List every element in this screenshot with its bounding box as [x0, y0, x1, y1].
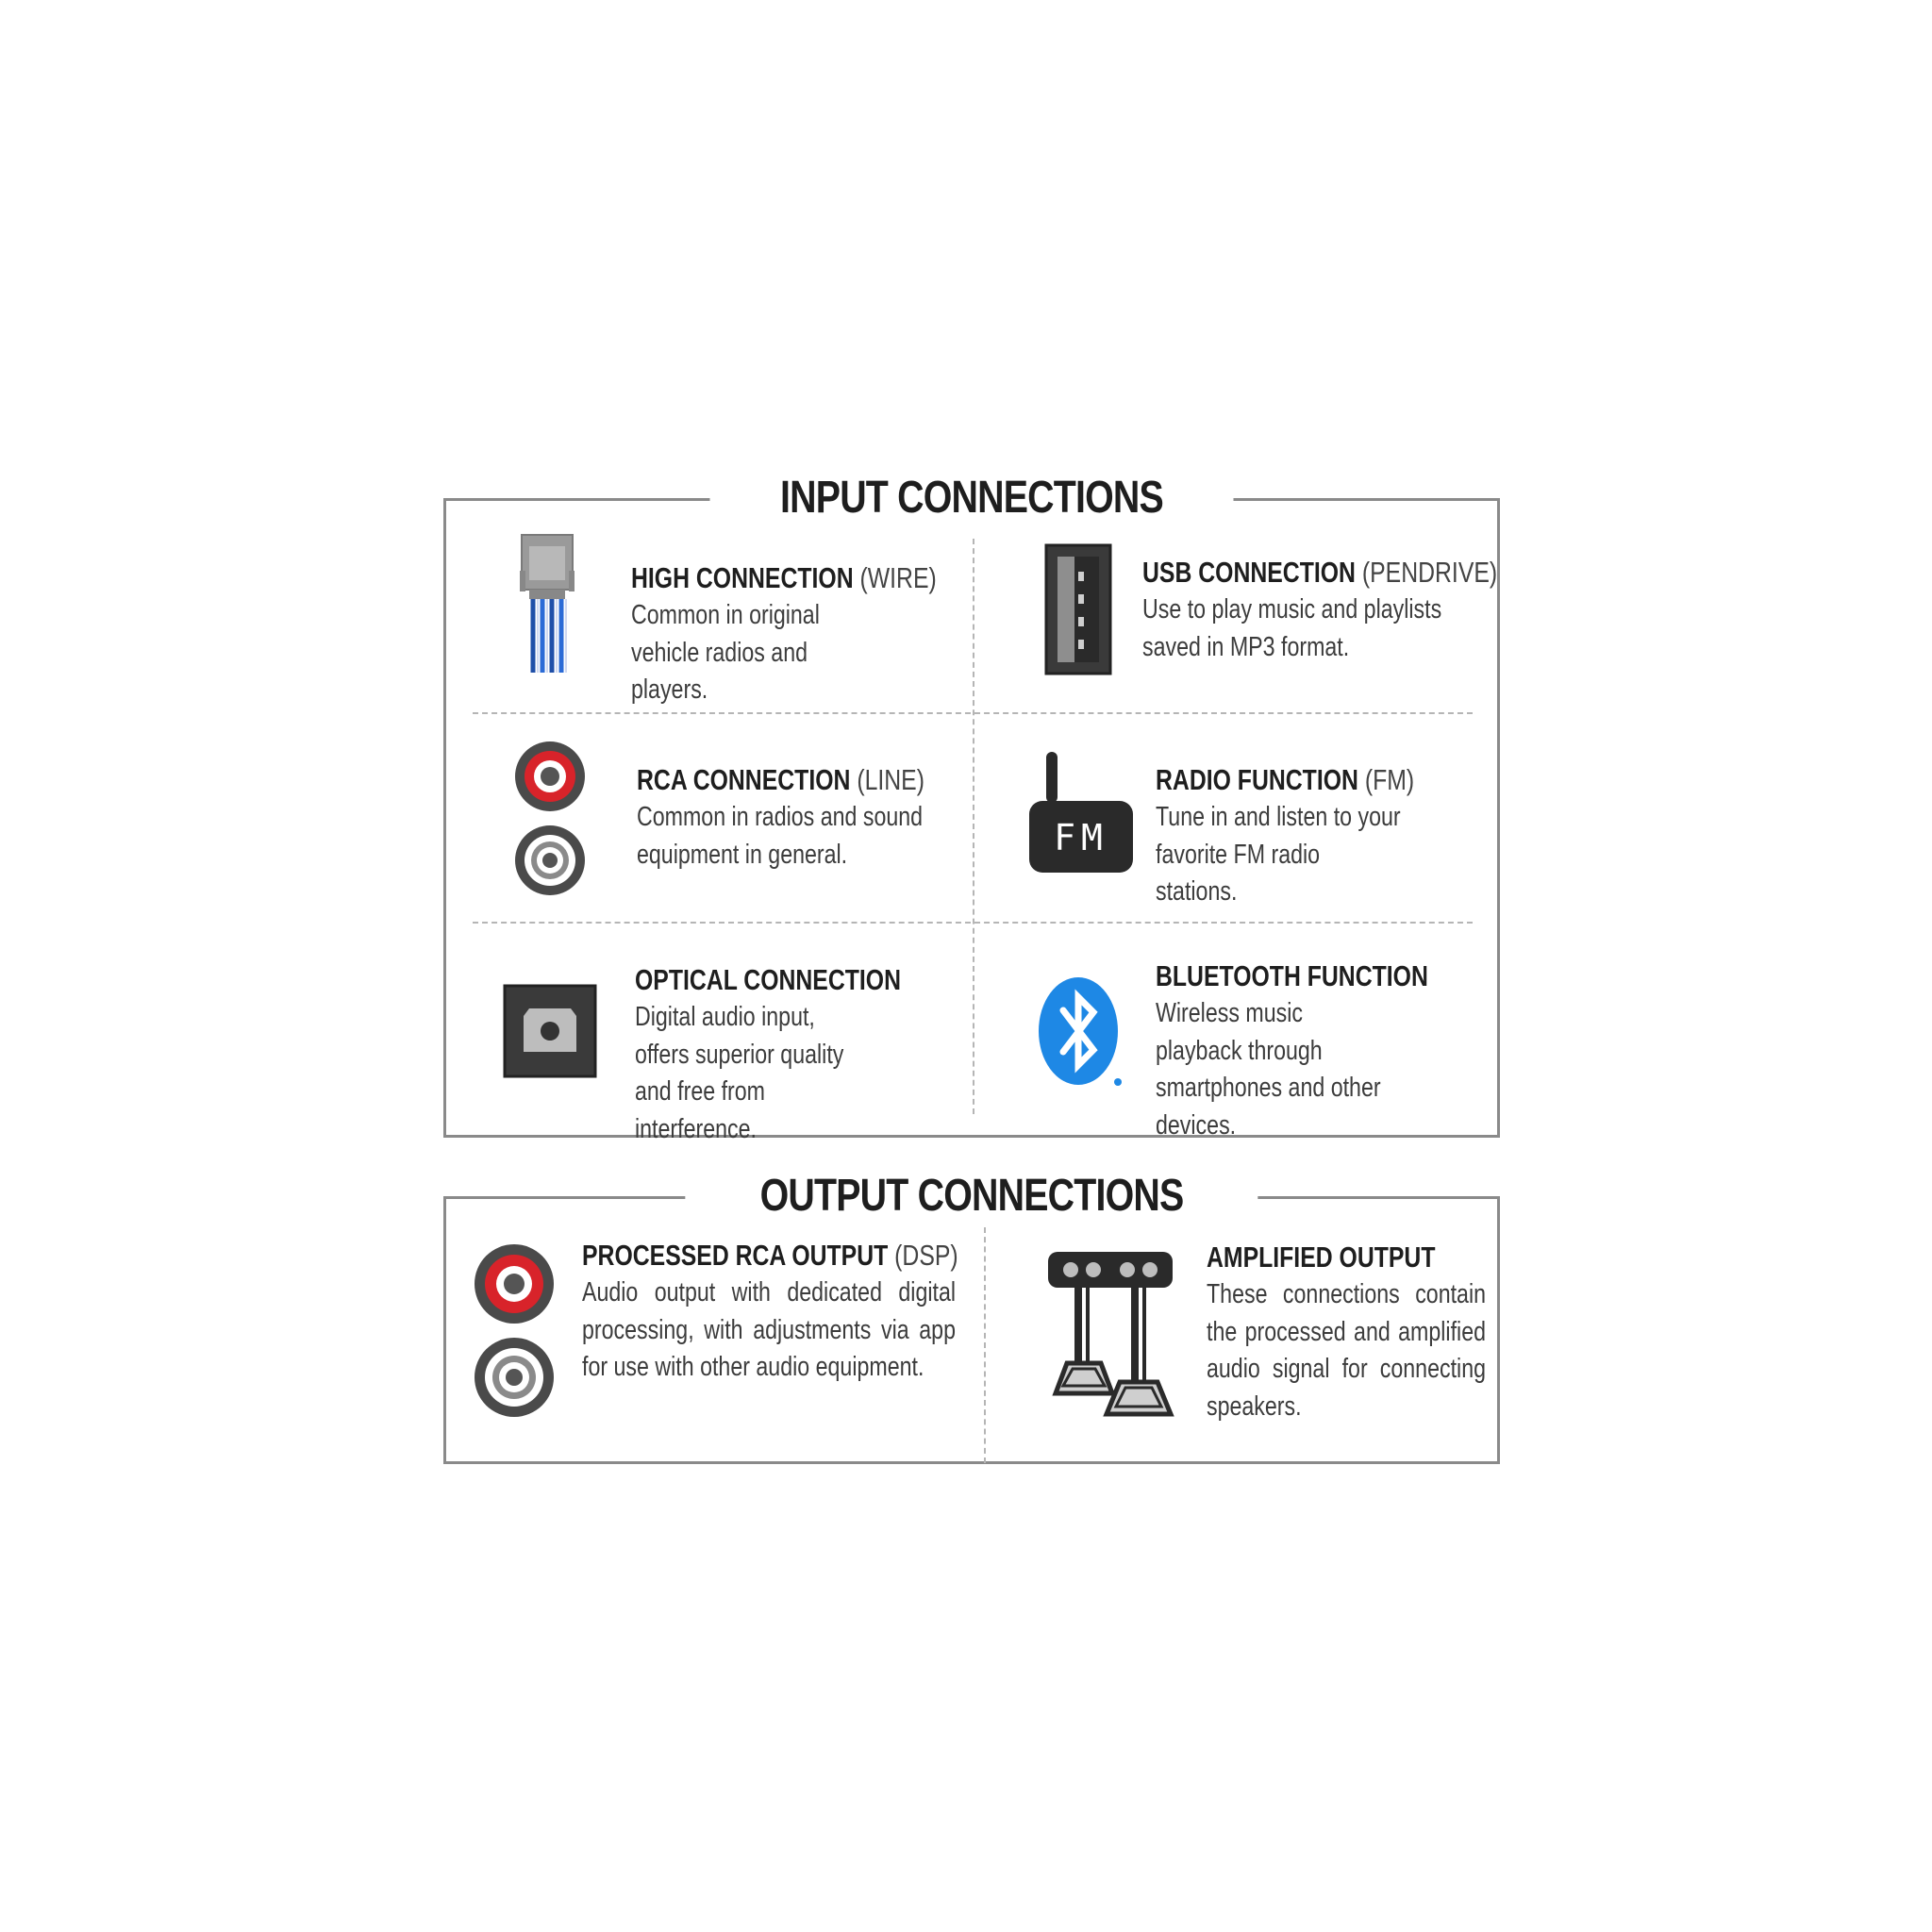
speaker-output-icon	[1039, 1252, 1180, 1426]
output-vertical-divider	[984, 1227, 986, 1463]
item-qualifier: (DSP)	[894, 1239, 958, 1272]
item-title: OPTICAL CONNECTION	[635, 963, 901, 996]
item-description: Audio output with dedicated digital processing, with adjustments via app for use with other audio equipment.	[582, 1277, 956, 1382]
item-title: RADIO FUNCTION	[1156, 763, 1358, 796]
item-title: PROCESSED RCA OUTPUT	[582, 1239, 889, 1272]
item-description: Wireless music playback through smartphones and other devices.	[1156, 998, 1381, 1141]
item-title: USB CONNECTION	[1142, 556, 1356, 589]
wire-harness-icon	[520, 533, 578, 679]
item-description: Digital audio input, offers superior quality and free from interference.	[635, 1002, 844, 1144]
item-title: BLUETOOTH FUNCTION	[1156, 959, 1428, 992]
item-description: Common in radios and sound equipment in general.	[637, 802, 924, 870]
usb-port-icon	[1044, 543, 1112, 680]
rca-jacks-icon	[512, 740, 588, 903]
fm-radio-icon	[1027, 752, 1135, 885]
item-description: Use to play music and playlists saved in MP3 format.	[1142, 594, 1442, 662]
item-qualifier: (FM)	[1364, 763, 1415, 796]
input-connections-title: INPUT CONNECTIONS	[709, 465, 1233, 531]
item-description: Common in original vehicle radios and players.	[631, 600, 820, 705]
input-row-divider-1	[473, 712, 1473, 714]
input-connections-panel	[443, 473, 1500, 1144]
item-qualifier: (LINE)	[857, 763, 924, 796]
item-title: RCA CONNECTION	[637, 763, 851, 796]
bluetooth-icon	[1039, 976, 1124, 1094]
rca-output-icon	[473, 1242, 556, 1424]
fm-label: FM	[1054, 817, 1108, 858]
optical-port-icon	[503, 984, 597, 1083]
input-row-divider-2	[473, 922, 1473, 924]
item-qualifier: (PENDRIVE)	[1361, 556, 1498, 589]
item-description: Tune in and listen to your favorite FM radio stations.	[1156, 802, 1401, 907]
output-connections-panel	[443, 1171, 1500, 1464]
output-connections-title: OUTPUT CONNECTIONS	[685, 1163, 1257, 1229]
item-description: These connections contain the processed and amplified audio signal for connecting speakers.	[1207, 1279, 1486, 1422]
item-title: HIGH CONNECTION	[631, 561, 854, 594]
item-title: AMPLIFIED OUTPUT	[1207, 1241, 1436, 1274]
item-qualifier: (WIRE)	[859, 561, 937, 594]
